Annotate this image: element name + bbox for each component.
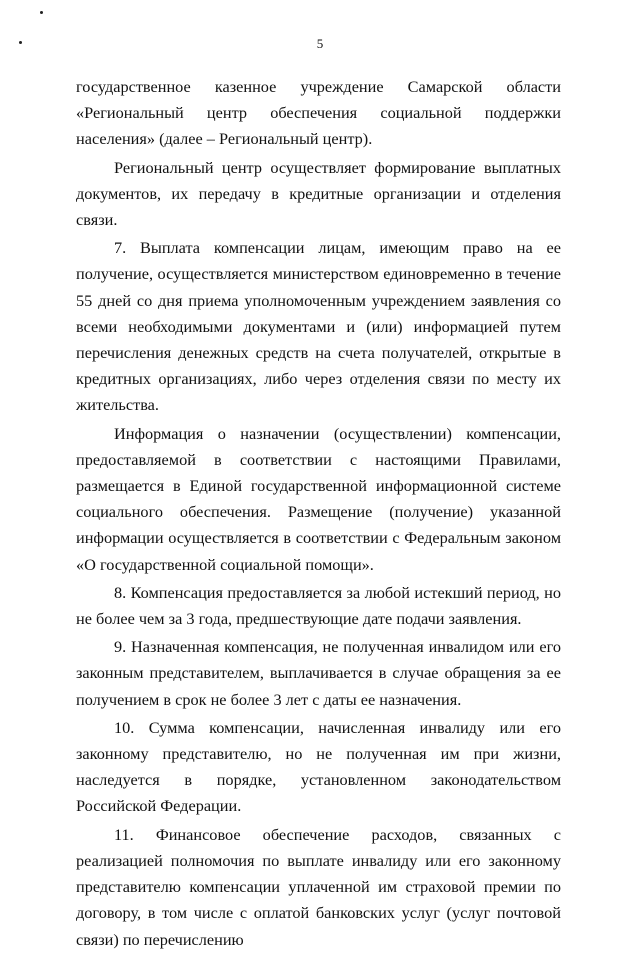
paragraph-item-7: 7. Выплата компенсации лицам, имеющим право на ее получение, осуществляется министерством единовременно в течение 55 дней со дня приема уполномоченным учреждением заявления со всеми необходимыми документами и (или) информацией путем перечисления денежных средств на счета получателей, открытые в кредитных организациях, либо через отделения связи по месту их жительства.	[76, 238, 561, 415]
paragraph-item-8: 8. Компенсация предоставляется за любой истекший период, но не более чем за 3 года, предшествующие дате подачи заявления.	[76, 582, 561, 629]
paragraph-regional-center: Региональный центр осуществляет формирование выплатных документов, их передачу в кредитные организации и отделения связи.	[76, 157, 561, 230]
document-body	[76, 74, 561, 955]
paragraph-item-10: 10. Сумма компенсации, начисленная инвалиду или его законному представителю, но не полученная им при жизни, наследуется в порядке, установленном законодательством Российской Федерации.	[76, 717, 561, 816]
paragraph-continuation: государственное казенное учреждение Самарской области «Региональный центр обеспечения социальной поддержки населения» (далее – Региональный центр).	[76, 77, 561, 149]
paragraph-item-9: 9. Назначенная компенсация, не полученная инвалидом или его законным представителем, выплачивается в случае обращения за ее получением в срок не более 3 лет с даты ее назначения.	[76, 637, 561, 709]
page-number: 5	[316, 36, 324, 51]
paragraph-information: Информация о назначении (осуществлении) компенсации, предоставляемой в соответствии с настоящими Правилами, размещается в Единой государственной информационной системе социального обеспечения. Размещение (получение) указанной информации осуществляется в соответствии с Федеральным законом «О государственной социальной помощи».	[76, 423, 561, 574]
scan-speck	[40, 11, 43, 14]
paragraph-item-11: 11. Финансовое обеспечение расходов, связанных с реализацией полномочия по выплате инвалиду или его законному представителю компенсации уплаченной им страховой премии по договору, в том числе с оплатой банковских услуг (услуг почтовой связи) по перечислению	[76, 824, 561, 949]
